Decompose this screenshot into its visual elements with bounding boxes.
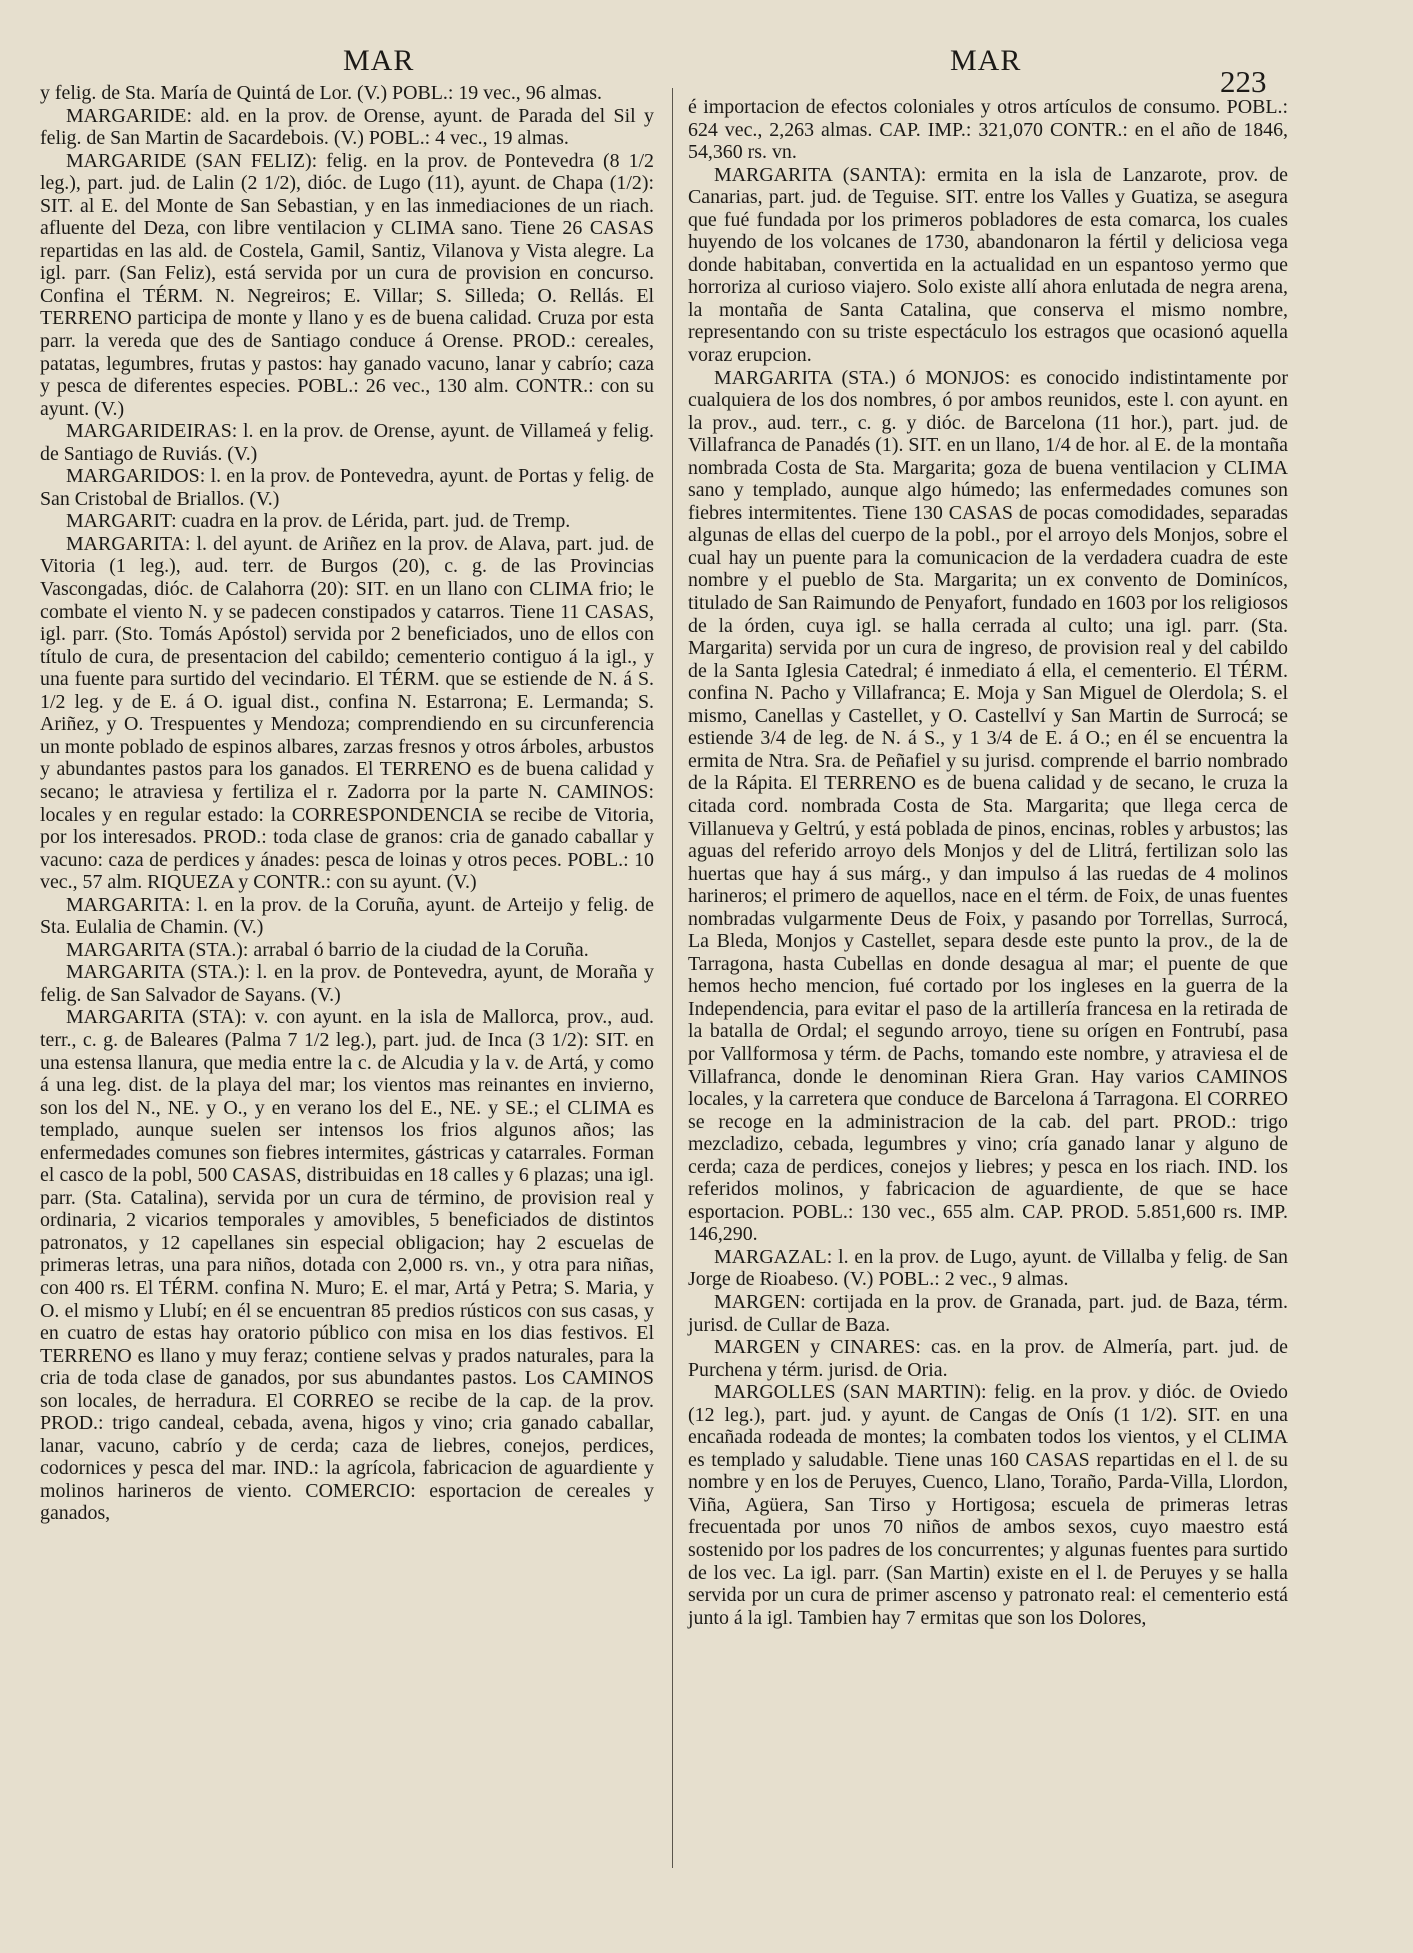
entry-margarita-santa-lanzarote: MARGARITA (SANTA): ermita en la isla de Lanzarote, prov. de Canarias, part. jud. de Teguise. SIT. entre los Valles y Guatiza, se asegura que fué fundada por los primeros pobladores de esta comarca, los cuales huyendo de los volcanes de 1730, abandonaron la fértil y deliciosa vega donde habitaban, convertida en la actualidad en un espantoso yermo que horroriza al curioso viajero. Solo existe allí ahora enlutada de negra arena, la montaña de Santa Catalina, que conserva el mismo nombre, representando con su triste espectáculo los estragos que ocasionó aquella voraz erupcion.: [688, 163, 1288, 367]
entry-margarideiras: MARGARIDEIRAS: l. en la prov. de Orense, ayunt. de Villameá y felig. de Santiago de Ruviás. (V.): [40, 420, 654, 465]
entry-margarita-sta-mallorca: MARGARITA (STA): v. con ayunt. en la isla de Mallorca, prov., aud. terr., c. g. de Baleares (Palma 7 1/2 leg.), part. jud. de Inca (3 1/2): SIT. en una estensa llanura, que media entre la c. de Alcudia y la v. de Artá, y como á una leg. dist. de la playa del mar; los vientos mas reinantes en invierno, son los del N., NE. y O., y en verano los del E., NE. y SE.; el CLIMA es templado, aunque suelen ser intensos los frios algunos años; las enfermedades comunes son fiebres intermites, gástricas y catarrales. Forman el casco de la pobl, 500 CASAS, distribuidas en 18 calles y 6 plazas; una igl. parr. (Sta. Catalina), servida por un cura de término, de provision real y ordinaria, 2 vicarios temporales y amovibles, 5 beneficiados de distintos patronatos, y 12 capellanes sin especial obligacion; hay 2 escuelas de primeras letras, una para niños, dotada con 2,000 rs. vn., y otra para niñas, con 400 rs. El TÉRM. confina N. Muro; E. el mar, Artá y Petra; S. Maria, y O. el mismo y Llubí; en él se encuentran 85 predios rústicos con sus casas, y en cuatro de estas hay oratorio público con misa en los dias festivos. El TERRENO es llano y muy feraz; contiene selvas y prados naturales, para la cria de toda clase de ganados, por sus abundantes pastos. Los CAMINOS son locales, de herradura. El CORREO se recibe de la cap. de la prov. PROD.: trigo candeal, cebada, avena, higos y vino; cria ganado caballar, lanar, vacuno, cabrío y de cerda; caza de liebres, conejos, perdices, codornices y pesca del mar. IND.: la agrícola, fabricacion de aguardiente y molinos harineros de viento. COMERCIO: esportacion de cereales y ganados,: [40, 1006, 654, 1525]
right-column: [688, 96, 1288, 1896]
entry-margarita-sta-pontevedra: MARGARITA (STA.): l. en la prov. de Pontevedra, ayunt, de Moraña y felig. de San Salvador de Sayans. (V.): [40, 961, 654, 1006]
entry-margaride: MARGARIDE: ald. en la prov. de Orense, ayunt. de Parada del Sil y felig. de San Martin de Sacardebois. (V.) POBL.: 4 vec., 19 almas.: [40, 104, 654, 150]
entry-margarita-sta-coruna: MARGARITA (STA.): arrabal ó barrio de la ciudad de la Coruña.: [66, 938, 589, 961]
entry-margarit: MARGARIT: cuadra en la prov. de Lérida, part. jud. de Tremp.: [66, 510, 571, 533]
entry-margazal: MARGAZAL: l. en la prov. de Lugo, ayunt. de Villalba y felig. de San Jorge de Rioabeso. (V.) POBL.: 2 vec., 9 almas.: [688, 1245, 1288, 1291]
page-number: 223: [1220, 64, 1267, 99]
entry-continuation: é importacion de efectos coloniales y otros artículos de consumo. POBL.: 624 vec., 2,263 almas. CAP. IMP.: 321,070 CONTR.: en el año de 1846, 54,360 rs. vn.: [688, 96, 1288, 164]
entry-margaridos: MARGARIDOS: l. en la prov. de Pontevedra, ayunt. de Portas y felig. de San Cristobal de Briallos. (V.): [40, 465, 654, 510]
entry-margaride-san-feliz: MARGARIDE (SAN FELIZ): felig. en la prov. de Pontevedra (8 1/2 leg.), part. jud. de Lalin (2 1/2), dióc. de Lugo (11), ayunt. de Chapa (1/2): SIT. al E. del Monte de San Sebastian, y en las inmediaciones de un riach. afluente del Deza, con libre ventilacion y CLIMA sano. Tiene 26 CASAS repartidas en las ald. de Costela, Gamil, Santiz, Vilanova y Vista alegre. La igl. parr. (San Feliz), está servida por un cura de provision en concurso. Confina el TÉRM. N. Negreiros; E. Villar; S. Silleda; O. Rellás. El TERRENO participa de monte y llano y es de buena calidad. Cruza por esta parr. la vereda que des de Santiago conduce á Orense. PROD.: cereales, patatas, legumbres, frutas y pastos: hay ganado vacuno, lanar y cabrío; caza y pesca de diferentes especies. POBL.: 26 vec., 130 alm. CONTR.: con su ayunt. (V.): [40, 149, 654, 420]
right-running-head: MAR: [950, 44, 1022, 77]
left-column: [40, 82, 654, 1882]
entry-margen: MARGEN: cortijada en la prov. de Granada, part. jud. de Baza, térm. jurisd. de Cullar de Baza.: [688, 1290, 1288, 1336]
entry-continuation: y felig. de Sta. María de Quintá de Lor. (V.) POBL.: 19 vec., 96 almas.: [40, 82, 602, 104]
left-running-head: MAR: [343, 44, 415, 77]
column-divider: [672, 88, 673, 1868]
entry-margen-cinares: MARGEN y CINARES: cas. en la prov. de Almería, part. jud. de Purchena y térm. jurisd. de Oria.: [688, 1336, 1288, 1381]
entry-margarita-monjos: MARGARITA (STA.) ó MONJOS: es conocido indistintamente por cualquiera de los dos nombres, ó por ambos reunidos, este l. con ayunt. en la prov., aud. terr., c. g. y dióc. de Barcelona (11 hor.), part. jud. de Villafranca de Panadés (1). SIT. en un llano, 1/4 de hor. al E. de la montaña nombrada Costa de Sta. Margarita; goza de buena ventilacion y CLIMA sano y templado, aunque algo húmedo; las enfermedades comunes son fiebres intermitentes. Tiene 130 CASAS de pocas comodidades, separadas algunas de ellas del cuerpo de la pobl., por el arroyo dels Monjos, sobre el cual hay un puente para la comunicacion de la verdadera cuadra de este nombre y el pueblo de Sta. Margarita; un ex convento de Dominícos, titulado de San Raimundo de Penyafort, fundado en 1603 por los religiosos de la órden, cuya igl. se halla cerrada al culto; una igl. parr. (Sta. Margarita) servida por un cura de ingreso, de provision real y del cabildo de la Santa Iglesia Catedral; é inmediato á ella, el cementerio. El TÉRM. confina N. Pacho y Villafranca; E. Moja y San Miguel de Olerdola; S. el mismo, Canellas y Castellet, y O. Castellví y San Martin de Surrocá; se estiende 3/4 de leg. de N. á S., y 1 3/4 de E. á O.; en él se encuentra la ermita de Ntra. Sra. de Peñafiel y su jurisd. comprende el barrio nombrado de la Rápita. El TERRENO es de buena calidad y de secano, le cruza la citada cord. nombrada Costa de Sta. Margarita; que llega cerca de Villanueva y Geltrú, y está poblada de pinos, encinas, robles y arbustos; las aguas del referido arroyo dels Monjos y del de Llitrá, fertilizan solo las huertas que hay á sus márg., y dan impulso á las ruedas de 4 molinos harineros; el primero de aquellos, nace en el térm. de Foix, de unas fuentes nombradas vulgarmente Deus de Foix, y pasando por Torrellas, Surrocá, La Bleda, Monjos y Castellet, separa desde este punto la prov., de la de Tarragona, hasta Cubellas en donde desagua al mar; el puente de que hemos hecho mencion, fué cortado por los ingleses en la guerra de la Independencia, para evitar el paso de la artillería francesa en la retirada de la batalla de Ordal; el segundo arroyo, tiene su orígen en Fontrubí, pasa por Vallformosa y térm. de Pachs, tomando este nombre, y atraviesa el de Villafranca, donde le denominan Riera Gran. Hay varios CAMINOS locales, y la carretera que conduce de Barcelona á Tarragona. El CORREO se recoge en la administracion de la cab. del part. PROD.: trigo mezcladizo, cebada, legumbres y vino; cría ganado lanar y alguno de cerda; caza de perdices, conejos y liebres; y pesca en los riach. IND. los referidos molinos, y fabricacion de aguardiente, de que se hace esportacion. POBL.: 130 vec., 655 alm. CAP. PROD. 5.851,600 rs. IMP. 146,290.: [688, 366, 1288, 1246]
entry-margarita-coruna: MARGARITA: l. en la prov. de la Coruña, ayunt. de Arteijo y felig. de Sta. Eulalia de Chamin. (V.): [40, 893, 654, 939]
entry-margolles: MARGOLLES (SAN MARTIN): felig. en la prov. y dióc. de Oviedo (12 leg.), part. jud. y ayunt. de Cangas de Onís (1 1/2). SIT. en una encañada rodeada de montes; la combaten todos los vientos, y el CLIMA es templado y saludable. Tiene unas 160 CASAS repartidas en el l. de su nombre y en los de Peruyes, Cuenco, Llano, Toraño, Parda-Villa, Llordon, Viña, Agüera, San Tirso y Hortigosa; escuela de primeras letras frecuentada por unos 70 niños de ambos sexos, cuyo maestro está sostenido por los padres de los concurrentes; y algunas fuentes para surtido de los vec. La igl. parr. (San Martin) existe en el l. de Peruyes y se halla servida por un cura de primer ascenso y patronato real: el cementerio está junto á la igl. Tambien hay 7 ermitas que son los Dolores,: [688, 1381, 1288, 1629]
entry-margarita-alava: MARGARITA: l. del ayunt. de Ariñez en la prov. de Alava, part. jud. de Vitoria (1 leg.), aud. terr. de Burgos (20), c. g. de las Provincias Vascongadas, dióc. de Calahorra (20): SIT. en un llano con CLIMA frio; le combate el viento N. y se padecen constipados y catarros. Tiene 11 CASAS, igl. parr. (Sto. Tomás Apóstol) servida por 2 beneficiados, uno de ellos con título de cura, de presentacion del cabildo; cementerio contiguo á la igl., y una fuente para surtido del vecindario. El TÉRM. que se estiende de N. á S. 1/2 leg. y de E. á O. igual dist., confina N. Estarrona; E. Lermanda; S. Ariñez, y O. Trespuentes y Mendoza; comprendiendo en su circunferencia un monte poblado de espinos albares, zarzas fresnos y otros árboles, arbustos y abundantes pastos para los ganados. El TERRENO es de buena calidad y secano; le atraviesa y fertiliza el r. Zadorra por la parte N. CAMINOS: locales y en regular estado: la CORRESPONDENCIA se recibe de Vitoria, por los interesados. PROD.: toda clase de granos: cria de ganado caballar y vacuno: caza de perdices y ánades: pesca de loinas y otros peces. POBL.: 10 vec., 57 alm. RIQUEZA y CONTR.: con su ayunt. (V.): [40, 532, 654, 894]
